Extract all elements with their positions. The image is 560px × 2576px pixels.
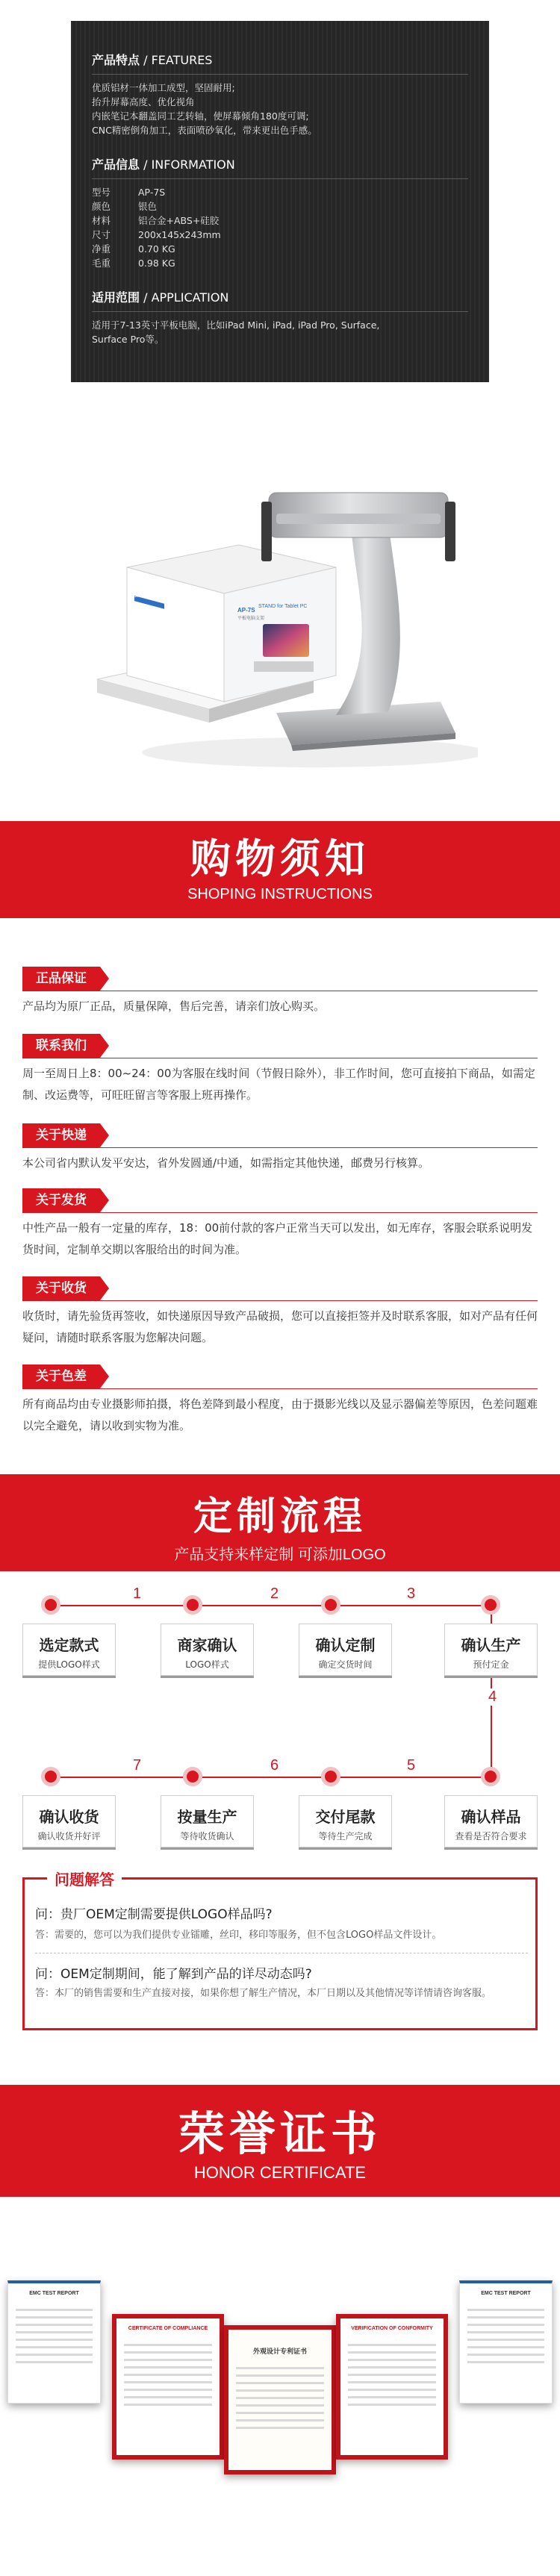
feature-line: CNC精密倒角加工，表面喷砂氧化，带来更出色手感。 — [92, 125, 317, 136]
process-step — [299, 1795, 392, 1847]
shopping-banner — [0, 821, 560, 918]
process-dot — [321, 1767, 340, 1786]
info-key: 颜色 — [92, 201, 111, 212]
step-title: 确认收货 — [39, 1808, 99, 1826]
notice-text: 所有商品均由专业摄影师拍摄，将色差降到最小程度，由于摄影光线以及显示器偏差等原因，色差问题难以完全避免，请以收到实物为准。 — [22, 1397, 538, 1432]
notice-tag: 关于发货 — [22, 1188, 100, 1212]
faq-box — [22, 1871, 538, 2030]
honor-title: 荣誉证书 — [178, 2106, 382, 2161]
step-title: 确认定制 — [315, 1636, 376, 1654]
notice-item — [22, 1034, 538, 1106]
info-key: 尺寸 — [92, 229, 111, 240]
step-subtitle: 等待收货确认 — [180, 1831, 234, 1841]
certificate-caption: 外观设计专利证书 — [252, 2348, 307, 2355]
certificate-caption: EMC TEST REPORT — [481, 2291, 531, 2296]
step-title: 按量生产 — [177, 1808, 237, 1826]
spec-panel — [71, 21, 489, 382]
box-model-label: AP-7S — [237, 607, 255, 614]
notice-tag: 关于收货 — [22, 1276, 100, 1300]
step-subtitle: 提供LOGO样式 — [38, 1659, 100, 1670]
info-value: 银色 — [138, 201, 158, 212]
box-title: STAND for Tablet PC — [258, 604, 308, 609]
shopping-title: 购物须知 — [190, 835, 370, 882]
information-heading — [92, 155, 468, 179]
process-step — [444, 1624, 538, 1676]
features-title-en: / FEATURES — [140, 53, 213, 67]
process-dot — [41, 1595, 60, 1615]
info-key: 材料 — [92, 215, 111, 226]
process-step — [299, 1624, 392, 1676]
certificate — [336, 2314, 448, 2460]
feature-line: 抬升屏幕高度、优化视角 — [92, 96, 195, 107]
notice-tag: 联系我们 — [22, 1034, 100, 1058]
step-subtitle: LOGO样式 — [185, 1659, 229, 1670]
faq-question: 问：OEM定制期间，能了解到产品的详尽动态吗? — [35, 1967, 312, 1982]
info-value: 铝合金+ABS+硅胶 — [138, 215, 220, 226]
features-heading — [92, 51, 468, 75]
features-title-cn: 产品特点 — [92, 53, 140, 67]
process-step — [22, 1795, 116, 1847]
process-connector — [51, 1777, 491, 1778]
process-dot — [321, 1595, 340, 1615]
box-brand: ORICO — [133, 593, 150, 599]
certificate — [224, 2325, 336, 2474]
process-dot — [481, 1595, 500, 1615]
application-line: 适用于7-13英寸平板电脑，比如iPad Mini, iPad, iPad Pro, Surface, — [92, 319, 380, 331]
step-number: 4 — [488, 1688, 497, 1705]
notice-text: 本公司省内默认发平安达，省外发圆通/中通，如需指定其他快递，邮费另行核算。 — [22, 1156, 430, 1170]
step-number: 1 — [133, 1585, 142, 1602]
certificate-caption: VERIFICATION OF CONFORMITY — [351, 2326, 433, 2331]
notice-tag: 关于色差 — [22, 1365, 100, 1388]
step-number: 6 — [270, 1757, 279, 1774]
application-title-en: / APPLICATION — [140, 290, 229, 305]
certificate-caption: EMC TEST REPORT — [29, 2291, 79, 2296]
notice-text: 产品均为原厂正品，质量保障，售后完善，请亲们放心购买。 — [22, 999, 326, 1013]
info-row — [92, 199, 221, 213]
process-dot — [183, 1767, 202, 1786]
application-heading — [92, 288, 468, 312]
faq-answer: 答：需要的，您可以为我们提供专业镭雕，丝印，移印等服务，但不包含LOGO样品文件设计。 — [35, 1930, 442, 1941]
info-value: 0.70 KG — [138, 243, 175, 255]
information-title-cn: 产品信息 — [92, 158, 140, 172]
product-photo — [90, 455, 478, 776]
info-row — [92, 213, 221, 228]
application-line: Surface Pro等。 — [92, 334, 164, 345]
notice-text: 中性产品一般有一定量的库存，18：00前付款的客户正常当天可以发出，如无库存，客服会联系说明发货时间，定制单交期以客服给出的时间为准。 — [22, 1221, 533, 1256]
faq-heading: 问题解答 — [47, 1868, 122, 1889]
step-subtitle: 确认收货并好评 — [37, 1831, 101, 1841]
information-title-en: / INFORMATION — [140, 158, 235, 172]
certificate — [112, 2314, 224, 2460]
step-subtitle: 查看是否符合要求 — [455, 1831, 527, 1841]
info-value: 200x145x243mm — [138, 229, 221, 240]
faq-answer: 答：本厂的销售需要和生产直接对接，如果你想了解生产情况，本厂日期以及其他情况等详情请咨询客服。 — [35, 1988, 492, 1999]
shopping-subtitle: SHOPING INSTRUCTIONS — [187, 886, 373, 902]
step-number: 5 — [407, 1757, 416, 1774]
process-connector — [51, 1605, 491, 1606]
honor-banner — [0, 2085, 560, 2197]
step-title: 交付尾款 — [315, 1808, 376, 1826]
info-row — [92, 185, 221, 199]
info-row — [92, 242, 221, 256]
process-banner — [0, 1474, 560, 1571]
info-key: 毛重 — [92, 258, 111, 269]
certificate-caption: CERTIFICATE OF COMPLIANCE — [128, 2326, 208, 2331]
step-title: 确认生产 — [461, 1636, 521, 1654]
info-value: 0.98 KG — [138, 258, 175, 269]
process-title: 定制流程 — [193, 1494, 367, 1539]
step-subtitle: 等待生产完成 — [318, 1831, 373, 1841]
process-subtitle: 产品支持来样定制 可添加LOGO — [174, 1547, 386, 1563]
step-number: 7 — [133, 1757, 142, 1774]
notice-item — [22, 1365, 538, 1437]
notice-tag: 正品保证 — [22, 967, 100, 991]
notice-text: 周一至周日上8：00~24：00为客服在线时间（节假日除外），非工作时间，您可直接拍下商品，如需定制、改运费等，可旺旺留言等客服上班再操作。 — [22, 1067, 535, 1102]
application-title-cn: 适用范围 — [92, 290, 140, 305]
faq-question: 问：贵厂OEM定制需要提供LOGO样品吗? — [35, 1907, 273, 1922]
info-key: 净重 — [92, 243, 111, 255]
feature-line: 内嵌笔记本翻盖同工艺转轴，使屏幕倾角180度可调; — [92, 110, 309, 122]
step-subtitle: 确定交货时间 — [318, 1659, 373, 1670]
certificate — [7, 2280, 101, 2404]
notice-item — [22, 1123, 538, 1174]
step-title: 确认样品 — [461, 1808, 521, 1826]
information-table — [92, 185, 221, 270]
info-key: 型号 — [92, 187, 111, 198]
process-step — [161, 1624, 254, 1676]
process-step — [161, 1795, 254, 1847]
info-row — [92, 256, 221, 270]
notice-item — [22, 967, 538, 1017]
step-number: 2 — [270, 1585, 279, 1602]
notice-tag: 关于快递 — [22, 1123, 100, 1147]
notice-text: 收货时，请先验货再签收，如快递原因导致产品破损，您可以直接拒签并及时联系客服，如对产品有任何疑问，请随时联系客服为您解决问题。 — [22, 1309, 538, 1344]
notice-item — [22, 1188, 538, 1261]
feature-line: 优质铝材一体加工成型，坚固耐用; — [92, 82, 235, 93]
info-row — [92, 228, 221, 242]
process-step — [22, 1624, 116, 1676]
step-title: 选定款式 — [39, 1636, 99, 1654]
certificate — [459, 2280, 553, 2404]
info-value: AP-7S — [138, 187, 166, 198]
notice-item — [22, 1276, 538, 1349]
process-step — [444, 1795, 538, 1847]
honor-subtitle: HONOR CERTIFICATE — [193, 2163, 367, 2182]
step-subtitle: 预付定金 — [473, 1659, 509, 1670]
step-title: 商家确认 — [177, 1636, 237, 1654]
step-number: 3 — [407, 1585, 416, 1602]
box-subtitle: 平板电脑支架 — [237, 616, 265, 621]
process-dot — [41, 1767, 60, 1786]
process-dot — [183, 1595, 202, 1615]
process-dot — [481, 1767, 500, 1786]
